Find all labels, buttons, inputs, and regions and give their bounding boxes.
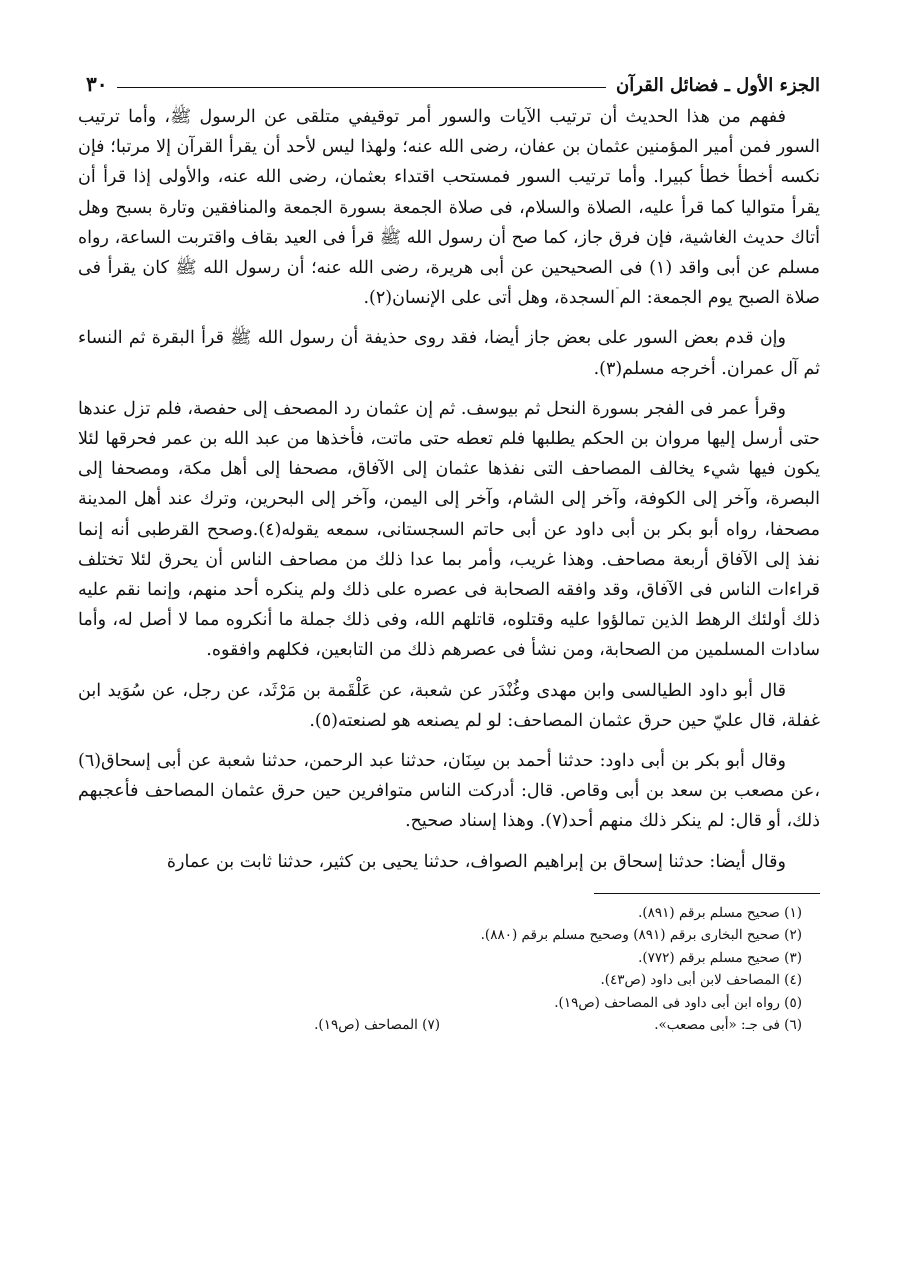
paragraph: قال أبو داود الطيالسى وابن مهدى وغُنْدَر عن شعبة، عن عَلْقَمة بن مَرْثَد، عن رجل، عن سُوَيد ابن غفلة، قال عليّ حين حرق عثمان المصاحف: لو لم يصنعه هو لصنعته(٥).	[78, 680, 820, 731]
footnote: (٢) صحيح البخارى برقم (٨٩١) وصحيح مسلم برقم (٨٨٠).	[480, 927, 802, 944]
footnote: (١) صحيح مسلم برقم (٨٩١).	[638, 904, 802, 921]
header-rule	[117, 87, 606, 88]
footnote-row	[78, 1014, 802, 1037]
running-head: الجزء الأول ـ فضائل القرآن	[616, 75, 820, 96]
paragraph: ففهم من هذا الحديث أن ترتيب الآيات والسور أمر توقيفي متلقى عن الرسول ﷺ، وأما ترتيب السور فمن أمير المؤمنين عثمان بن عفان، رضى الله عنه؛ ولهذا ليس لأحد أن يقرأ القرآن إلا مرتبا؛ فإن نكسه أخطأ خطأ كبيرا. وأما ترتيب السور فمستحب اقتداء بعثمان، رضى الله عنه، والأولى إذا قرأ أن يقرأ متواليا كما قرأ عليه، الصلاة والسلام، فى صلاة الجمعة بسورة الجمعة والمنافقين وتارة بسبح وهل أتاك حديث الغاشية، فإن فرق جاز، كما صح أن رسول الله ﷺ قرأ فى العيد بقاف واقتربت الساعة، رواه مسلم عن أبى واقد (١) فى الصحيحين عن أبى هريرة، رضى الله عنه؛ أن رسول الله ﷺ كان يقرأ فى صلاة الصبح يوم الجمعة: الم ۤالسجدة، وهل أتى على الإنسان(٢).	[78, 107, 820, 309]
paragraph: وقال أيضا: حدثنا إسحاق بن إبراهيم الصواف، حدثنا يحيى بن كثير، حدثنا ثابت بن عمارة	[166, 851, 786, 872]
paragraph: وإن قدم بعض السور على بعض جاز أيضا، فقد روى حذيفة أن رسول الله ﷺ قرأ البقرة ثم النساء ثم آل عمران. أخرجه مسلم(٣).	[78, 328, 820, 379]
page-header	[78, 62, 820, 96]
footnote: (٦) فى جـ: «أبى مصعب».	[654, 1017, 802, 1034]
footnote: (٣) صحيح مسلم برقم (٧٧٢).	[638, 949, 802, 966]
footnote: (٤) المصاحف لابن أبى داود (ص٤٣).	[600, 972, 802, 989]
footnote: (٧) المصاحف (ص١٩).	[314, 1017, 440, 1034]
paragraph: وقرأ عمر فى الفجر بسورة النحل ثم بيوسف. ثم إن عثمان رد المصحف إلى حفصة، فلم تزل عندها حتى أرسل إليها مروان بن الحكم يطلبها فلم تعطه حتى ماتت، فأخذها من عبد الله بن عمر فحرقها لئلا يكون فيها شيء يخالف المصاحف التى نفذها عثمان إلى الآفاق، مصحفا إلى أهل مكة، ومصحفا إلى البصرة، وآخر إلى الكوفة، وآخر إلى الشام، وآخر إلى اليمن، وآخر إلى البحرين، وترك عند أهل المدينة مصحفا، رواه أبو بكر بن أبى داود عن أبى حاتم السجستانى، سمعه يقوله(٤).وصحح القرطبى أنه إنما نفذ إلى الآفاق أربعة مصاحف. وهذا غريب، وأمر بما عدا ذلك من مصاحف الناس أن يحرق لئلا تختلف قراءات الناس فى الآفاق، وقد وافقه الصحابة فى عصره على ذلك ولم ينكره أحد منهم، وإنما نقم عليه ذلك أولئك الرهط الذين تمالؤوا عليه وقتلوه، قاتلهم الله، وفى ذلك جملة ما أنكروه مما لا أصل له، وأما سادات المسلمين من الصحابة، ومن نشأ فى عصرهم ذلك من التابعين، فكلهم وافقوه.	[78, 398, 820, 661]
footnote-rule	[594, 893, 820, 894]
book-page	[78, 62, 820, 1242]
footnote: (٥) رواه ابن أبى داود فى المصاحف (ص١٩).	[554, 994, 802, 1011]
page-number: ٣٠	[86, 72, 108, 96]
body-text	[78, 102, 820, 877]
paragraph: وقال أبو بكر بن أبى داود: حدثنا أحمد بن سِنَان، حدثنا عبد الرحمن، حدثنا شعبة عن أبى إسحاق(٦) ،عن مصعب بن سعد بن أبى وقاص. قال: أدركت الناس متوافرين حين حرق عثمان المصاحف فأعجبهم ذلك، أو قال: لم ينكر ذلك منهم أحد(٧). وهذا إسناد صحيح.	[78, 751, 821, 832]
footnotes	[78, 902, 820, 1037]
